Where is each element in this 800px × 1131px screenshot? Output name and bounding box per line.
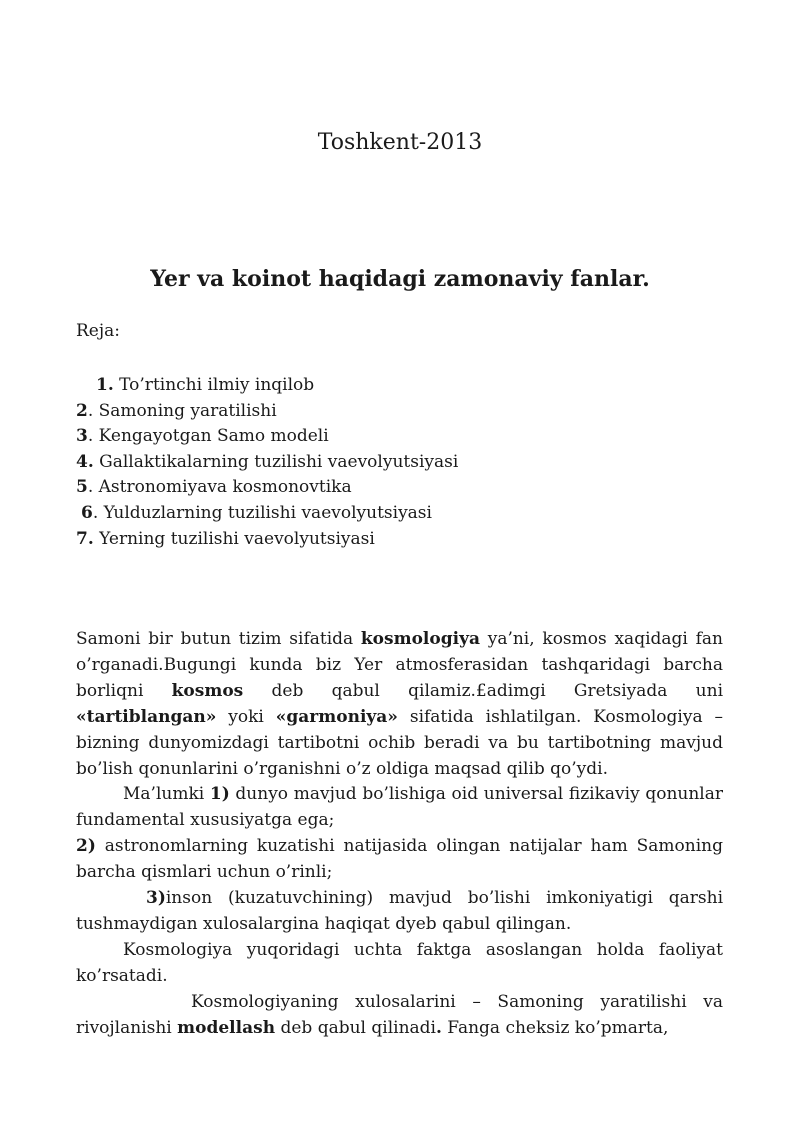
plan-item [76,501,458,527]
text-run: dunyo mavjud bo’lishiga oid universal fizikaviy qonunlar fundamental xususiyatga ega; [76,784,724,831]
bold-term: kosmologiya [360,629,480,649]
list-marker: 3) [146,888,166,909]
paragraph [76,990,723,1042]
plan-item-number: 1. [96,375,114,395]
paragraph [76,782,723,834]
plan-item-number: 2 [76,400,88,421]
document-title: Yer va koinot haqidagi zamonaviy fanlar. [150,266,650,292]
text-run: deb qabul qilinadi [275,1017,436,1038]
text-run: Samoni bir butun tizim sifatida [76,629,361,649]
text-run: astronomlarning kuzatishi natijasida olingan natijalar ham Samoning barcha qismlari uchun o’rinli; [76,836,723,883]
plan-item-text: Yerning tuzilishi vaevolyutsiyasi [93,528,375,549]
text-run: Kosmologiyaning xulosalarini – Samoning yaratilishi va rivojlanishi [76,991,723,1038]
bold-term: «garmoniya» [275,706,398,727]
plan-heading: Reja: [76,321,120,341]
text-run: inson (kuzatuvchining) mavjud bo’lishi imkoniyatigi qarshi tushmaydigan xulosalargina haqiqat dyeb qabul qilingan. [76,888,723,934]
plan-item-text: Gallaktikalarning tuzilishi vaevolyutsiyasi [93,451,459,472]
text-run: Fanga cheksiz ko’pmarta, [441,1017,669,1038]
plan-item [76,475,458,501]
paragraph [76,938,723,990]
bold-term: modellash [177,1017,276,1038]
plan-item [76,450,458,476]
plan-item-number: 5 [76,477,88,498]
text-run: ya’ni, kosmos xaqidagi fan o’rganadi.Bugungi kunda biz Yer atmosferasidan tashqaridagi barcha borliqni [76,629,723,701]
bold-term: kosmos [171,680,244,701]
list-marker: 2) [76,836,96,857]
plan-item-text: To’rtinchi ilmiy inqilob [113,375,315,395]
plan-item [76,527,458,553]
plan-item-number: 4. [76,451,94,472]
plan-item [76,373,458,399]
plan-item [76,399,458,425]
text-run: deb qabul qilamiz.£adimgi Gretsiyada uni [243,680,724,701]
bold-term: . [435,1017,442,1038]
list-marker: 1) [209,784,230,805]
plan-item-text: . Yulduzlarning tuzilishi vaevolyutsiyasi [92,502,432,523]
bold-term: «tartiblangan» [76,706,217,727]
paragraph [76,886,723,938]
plan-list [76,373,458,552]
plan-item-text: . Kengayotgan Samo modeli [87,426,329,447]
text-run: Kosmologiya yuqoridagi uchta faktga asoslangan holda faoliyat ko’rsatadi. [76,939,723,986]
text-run: sifatida ishlatilgan. Kosmologiya – bizning dunyomizdagi tartibotni ochib beradi va bu tartibotning mavjud bo’lish qonunlarini o’rganishni o’z oldiga maqsad qilib qo’ydi. [76,706,723,779]
plan-item [76,424,458,450]
body-text [76,627,723,1042]
plan-item-text: . Astronomiyava kosmonovtika [87,477,352,498]
plan-item-text: . Samoning yaratilishi [87,400,277,421]
paragraph [76,627,723,782]
plan-item-number: 7. [76,528,94,549]
plan-item-number: 3 [76,426,88,447]
paragraph [76,834,723,886]
plan-item-number: 6 [81,502,93,523]
text-run: Ma’lumki [123,784,210,805]
text-run: yoki [216,706,276,727]
city-year: Toshkent-2013 [317,130,483,155]
